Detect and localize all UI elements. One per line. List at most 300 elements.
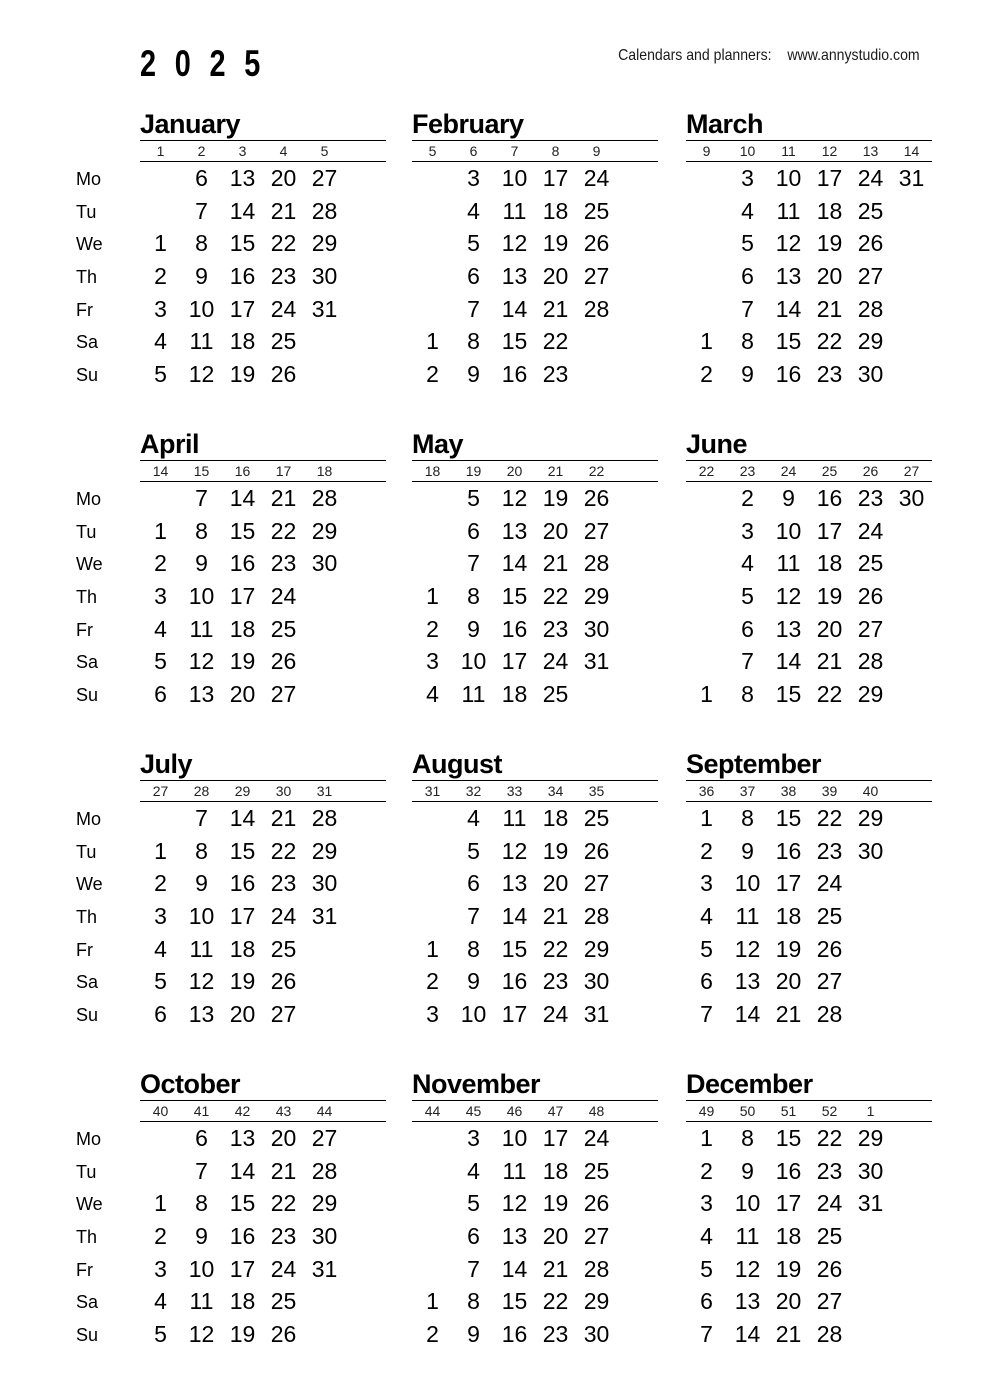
day-cell: 6 xyxy=(700,1288,713,1315)
day-cell: 19 xyxy=(229,1321,256,1348)
credit-label: Calendars and planners: xyxy=(618,47,772,64)
day-cell: 19 xyxy=(775,935,802,962)
day-cell: 3 xyxy=(741,165,754,191)
day-cell: 5 xyxy=(467,1190,480,1217)
day-cell: 19 xyxy=(542,1190,569,1217)
day-cell: 15 xyxy=(775,681,802,708)
day-cell-empty xyxy=(345,900,386,933)
day-cell: 11 xyxy=(776,197,801,224)
day-cell-empty xyxy=(412,1253,453,1286)
day-cell: 10 xyxy=(501,165,528,191)
day-cell: 25 xyxy=(816,1223,843,1250)
week-number: 10 xyxy=(739,143,756,159)
day-cell-empty xyxy=(850,1253,891,1286)
day-cell: 28 xyxy=(583,1255,610,1282)
day-cell: 19 xyxy=(229,648,256,675)
day-cell-empty xyxy=(345,1318,386,1351)
day-cell: 16 xyxy=(501,615,528,642)
day-cell: 10 xyxy=(188,1255,215,1282)
day-cell: 9 xyxy=(467,1321,480,1348)
day-cell: 24 xyxy=(583,1125,610,1151)
day-cell: 7 xyxy=(741,295,754,322)
day-cell-empty xyxy=(686,162,727,195)
day-cell: 7 xyxy=(195,805,208,831)
dow-label-su: Su xyxy=(76,685,99,706)
day-cell-empty xyxy=(617,515,658,548)
day-cell: 20 xyxy=(229,1001,256,1028)
day-cell: 10 xyxy=(501,1125,528,1151)
day-cell: 8 xyxy=(467,328,480,355)
day-cell-empty xyxy=(345,162,386,195)
dow-label-su: Su xyxy=(76,1325,99,1346)
day-cell-empty xyxy=(412,227,453,260)
dow-label-sa: Sa xyxy=(76,332,99,353)
day-cell: 31 xyxy=(898,165,925,191)
day-cell: 7 xyxy=(700,1001,713,1028)
day-cell-empty xyxy=(345,482,386,515)
day-cell: 25 xyxy=(857,550,884,577)
dow-label-we: We xyxy=(76,234,103,255)
day-cell: 12 xyxy=(734,935,761,962)
day-grid xyxy=(686,482,932,711)
day-cell-empty xyxy=(304,1285,345,1318)
day-cell: 3 xyxy=(154,903,167,930)
day-cell-empty xyxy=(412,260,453,293)
day-cell: 24 xyxy=(542,648,569,675)
week-number: 44 xyxy=(424,1103,441,1119)
day-cell-empty xyxy=(686,613,727,646)
month-title: January xyxy=(140,109,241,139)
day-cell: 25 xyxy=(542,681,569,708)
day-cell: 9 xyxy=(467,361,480,388)
day-cell: 16 xyxy=(229,263,256,290)
day-cell-empty xyxy=(576,678,617,711)
day-cell-empty xyxy=(345,1187,386,1220)
day-cell-empty xyxy=(891,1220,932,1253)
week-number: 1 xyxy=(156,143,165,159)
day-cell: 7 xyxy=(467,295,480,322)
day-cell: 5 xyxy=(741,583,754,610)
day-cell: 12 xyxy=(501,1190,528,1217)
day-cell-empty xyxy=(891,358,932,391)
week-number: 34 xyxy=(547,783,564,799)
day-cell: 22 xyxy=(816,328,843,355)
day-cell: 15 xyxy=(229,517,256,544)
month-block-december xyxy=(686,1069,932,1351)
day-cell: 2 xyxy=(700,1157,713,1184)
day-cell: 9 xyxy=(741,361,754,388)
day-cell: 15 xyxy=(501,935,528,962)
day-grid xyxy=(412,802,658,1031)
day-cell: 30 xyxy=(583,968,610,995)
day-cell-empty xyxy=(412,482,453,515)
day-cell-empty xyxy=(686,293,727,326)
day-cell: 23 xyxy=(270,1223,297,1250)
day-cell: 30 xyxy=(311,870,338,897)
day-cell-empty xyxy=(412,1122,453,1155)
week-number: 8 xyxy=(551,143,560,159)
day-cell: 17 xyxy=(229,903,256,930)
dow-label-th: Th xyxy=(76,1227,98,1248)
day-cell: 27 xyxy=(270,1001,297,1028)
day-cell-empty xyxy=(345,1155,386,1188)
week-number: 52 xyxy=(821,1103,838,1119)
day-cell: 10 xyxy=(734,1190,761,1217)
day-cell-empty xyxy=(617,1318,658,1351)
day-cell: 23 xyxy=(270,870,297,897)
day-cell: 18 xyxy=(229,615,256,642)
day-cell: 15 xyxy=(775,805,802,831)
week-number: 18 xyxy=(424,463,441,479)
day-cell: 24 xyxy=(270,903,297,930)
day-cell-empty xyxy=(617,613,658,646)
day-cell: 21 xyxy=(270,197,297,224)
day-cell: 16 xyxy=(775,361,802,388)
day-cell-empty xyxy=(891,227,932,260)
day-cell-empty xyxy=(686,260,727,293)
day-cell: 7 xyxy=(741,648,754,675)
day-cell-empty xyxy=(891,580,932,613)
day-cell: 20 xyxy=(270,165,297,191)
week-number-row xyxy=(412,1100,658,1122)
day-cell: 17 xyxy=(542,1125,569,1151)
dow-label-th: Th xyxy=(76,267,98,288)
day-cell: 27 xyxy=(311,165,338,191)
week-number-empty xyxy=(617,461,658,481)
day-cell: 14 xyxy=(229,485,256,511)
day-cell: 26 xyxy=(857,583,884,610)
day-cell-empty xyxy=(850,965,891,998)
day-cell: 23 xyxy=(542,968,569,995)
day-cell-empty xyxy=(617,260,658,293)
day-cell-empty xyxy=(891,1122,932,1155)
day-cell: 6 xyxy=(700,968,713,995)
day-cell-empty xyxy=(304,965,345,998)
day-cell: 21 xyxy=(270,485,297,511)
day-cell: 17 xyxy=(775,870,802,897)
day-cell: 18 xyxy=(229,328,256,355)
day-cell: 22 xyxy=(816,681,843,708)
day-cell-empty xyxy=(345,867,386,900)
week-number: 49 xyxy=(698,1103,715,1119)
day-cell-empty xyxy=(891,325,932,358)
day-cell: 28 xyxy=(816,1001,843,1028)
week-number-empty xyxy=(345,461,386,481)
day-cell-empty xyxy=(891,965,932,998)
week-number: 38 xyxy=(780,783,797,799)
day-cell: 26 xyxy=(583,485,610,511)
day-cell: 23 xyxy=(816,1157,843,1184)
credit-line xyxy=(618,47,920,64)
day-cell: 9 xyxy=(195,550,208,577)
day-cell: 28 xyxy=(583,295,610,322)
day-cell: 10 xyxy=(734,870,761,897)
day-cell: 21 xyxy=(542,903,569,930)
day-cell: 14 xyxy=(501,1255,528,1282)
day-cell: 7 xyxy=(700,1321,713,1348)
day-cell: 23 xyxy=(542,361,569,388)
day-cell: 27 xyxy=(583,263,610,290)
week-number: 14 xyxy=(152,463,169,479)
dow-label-th: Th xyxy=(76,587,98,608)
week-number: 50 xyxy=(739,1103,756,1119)
day-cell: 23 xyxy=(857,485,884,511)
credit-url: www.annystudio.com xyxy=(787,47,920,64)
day-cell: 4 xyxy=(700,1223,713,1250)
day-cell: 26 xyxy=(270,968,297,995)
month-block-july xyxy=(140,749,386,1031)
day-cell: 25 xyxy=(857,197,884,224)
day-cell: 17 xyxy=(775,1190,802,1217)
day-cell: 4 xyxy=(426,681,439,708)
month-title: October xyxy=(140,1069,241,1099)
week-number: 5 xyxy=(320,143,329,159)
dow-label-sa: Sa xyxy=(76,1292,99,1313)
week-number-row xyxy=(140,140,386,162)
day-cell: 1 xyxy=(154,1190,167,1217)
day-cell: 19 xyxy=(816,583,843,610)
day-cell-empty xyxy=(345,998,386,1031)
day-cell: 19 xyxy=(229,968,256,995)
day-cell: 2 xyxy=(426,615,439,642)
day-cell-empty xyxy=(617,802,658,835)
day-cell: 23 xyxy=(270,263,297,290)
day-cell: 2 xyxy=(741,485,754,511)
day-cell-empty xyxy=(412,867,453,900)
day-cell: 12 xyxy=(188,648,215,675)
day-cell: 14 xyxy=(229,197,256,224)
day-cell: 2 xyxy=(426,968,439,995)
day-cell: 26 xyxy=(270,1321,297,1348)
day-cell: 18 xyxy=(501,681,528,708)
day-cell: 22 xyxy=(542,935,569,962)
day-cell: 5 xyxy=(154,1321,167,1348)
day-cell: 21 xyxy=(542,1255,569,1282)
day-cell-empty xyxy=(891,933,932,966)
day-cell: 11 xyxy=(776,550,801,577)
day-cell-empty xyxy=(891,802,932,835)
day-cell: 5 xyxy=(700,935,713,962)
day-cell: 9 xyxy=(467,968,480,995)
day-cell-empty xyxy=(304,358,345,391)
day-cell: 11 xyxy=(502,1157,527,1184)
day-cell-empty xyxy=(617,547,658,580)
day-cell: 29 xyxy=(857,328,884,355)
day-cell: 13 xyxy=(775,615,802,642)
day-cell: 29 xyxy=(857,1125,884,1151)
day-cell: 30 xyxy=(857,837,884,864)
day-grid xyxy=(686,802,932,1031)
day-cell-empty xyxy=(686,482,727,515)
day-cell: 19 xyxy=(542,837,569,864)
day-cell: 15 xyxy=(501,328,528,355)
week-number-row xyxy=(140,1100,386,1122)
month-title: July xyxy=(140,749,193,779)
month-title: March xyxy=(686,109,764,139)
day-cell-empty xyxy=(891,998,932,1031)
month-title: June xyxy=(686,429,748,459)
day-cell: 15 xyxy=(501,583,528,610)
day-cell: 6 xyxy=(154,1001,167,1028)
day-cell: 11 xyxy=(502,197,527,224)
week-number: 39 xyxy=(821,783,838,799)
week-number: 14 xyxy=(903,143,920,159)
day-cell-empty xyxy=(850,998,891,1031)
dow-label-fr: Fr xyxy=(76,619,93,640)
day-cell: 28 xyxy=(311,485,338,511)
day-cell-empty xyxy=(345,933,386,966)
day-cell: 13 xyxy=(775,263,802,290)
day-cell-empty xyxy=(686,580,727,613)
day-cell: 1 xyxy=(700,1125,713,1151)
week-number: 27 xyxy=(152,783,169,799)
day-cell: 17 xyxy=(542,165,569,191)
day-cell: 31 xyxy=(583,648,610,675)
week-number-empty xyxy=(345,141,386,161)
day-cell: 19 xyxy=(229,361,256,388)
day-cell-empty xyxy=(891,260,932,293)
day-cell-empty xyxy=(617,867,658,900)
month-block-may xyxy=(412,429,658,711)
day-cell-empty xyxy=(891,1318,932,1351)
day-cell: 10 xyxy=(188,583,215,610)
day-cell: 30 xyxy=(898,485,925,511)
week-number: 22 xyxy=(698,463,715,479)
day-cell: 8 xyxy=(195,837,208,864)
day-cell: 5 xyxy=(154,361,167,388)
day-cell-empty xyxy=(412,900,453,933)
week-number: 37 xyxy=(739,783,756,799)
week-number: 2 xyxy=(197,143,206,159)
day-cell: 22 xyxy=(270,230,297,257)
day-cell-empty xyxy=(891,293,932,326)
day-cell: 14 xyxy=(734,1321,761,1348)
day-cell: 3 xyxy=(741,517,754,544)
dow-label-mo: Mo xyxy=(76,169,102,189)
day-cell: 7 xyxy=(467,550,480,577)
day-cell: 8 xyxy=(195,517,208,544)
week-number: 12 xyxy=(821,143,838,159)
day-cell: 24 xyxy=(816,1190,843,1217)
month-title: September xyxy=(686,749,822,779)
day-cell-empty xyxy=(345,802,386,835)
day-grid xyxy=(140,482,386,711)
day-cell: 24 xyxy=(816,870,843,897)
day-cell: 26 xyxy=(816,1255,843,1282)
day-cell-empty xyxy=(617,358,658,391)
day-cell: 20 xyxy=(229,681,256,708)
day-cell: 23 xyxy=(816,837,843,864)
day-cell-empty xyxy=(345,547,386,580)
day-cell: 31 xyxy=(857,1190,884,1217)
day-cell: 4 xyxy=(467,197,480,224)
day-cell: 13 xyxy=(501,263,528,290)
day-cell-empty xyxy=(345,580,386,613)
day-cell: 19 xyxy=(816,230,843,257)
day-cell-empty xyxy=(617,965,658,998)
day-cell-empty xyxy=(686,547,727,580)
day-cell: 12 xyxy=(501,485,528,511)
month-title: November xyxy=(412,1069,541,1099)
week-number: 44 xyxy=(316,1103,333,1119)
day-cell: 13 xyxy=(188,1001,215,1028)
day-cell: 8 xyxy=(741,805,754,831)
month-block-august xyxy=(412,749,658,1031)
week-number: 47 xyxy=(547,1103,564,1119)
day-cell-empty xyxy=(412,1220,453,1253)
dow-label-fr: Fr xyxy=(76,939,93,960)
week-number: 18 xyxy=(316,463,333,479)
day-cell: 26 xyxy=(270,648,297,675)
day-cell: 13 xyxy=(229,165,256,191)
day-cell: 27 xyxy=(311,1125,338,1151)
day-cell-empty xyxy=(345,1285,386,1318)
month-block-january xyxy=(140,109,386,391)
day-cell: 14 xyxy=(229,805,256,831)
day-cell-empty xyxy=(891,900,932,933)
day-cell-empty xyxy=(345,1122,386,1155)
day-cell: 9 xyxy=(195,263,208,290)
day-cell-empty xyxy=(140,1122,181,1155)
day-cell: 15 xyxy=(775,1125,802,1151)
day-cell: 17 xyxy=(501,1001,528,1028)
day-cell: 16 xyxy=(229,1223,256,1250)
day-cell-empty xyxy=(345,358,386,391)
day-cell: 4 xyxy=(154,328,167,355)
day-cell: 29 xyxy=(583,935,610,962)
day-cell: 5 xyxy=(700,1255,713,1282)
day-cell: 14 xyxy=(775,295,802,322)
day-cell: 28 xyxy=(857,295,884,322)
day-grid xyxy=(686,162,932,391)
day-cell: 14 xyxy=(501,903,528,930)
day-cell: 18 xyxy=(229,935,256,962)
day-cell: 19 xyxy=(542,485,569,511)
day-cell: 15 xyxy=(229,837,256,864)
month-block-june xyxy=(686,429,932,711)
day-cell: 18 xyxy=(542,197,569,224)
week-number-empty xyxy=(891,781,932,801)
day-cell-empty xyxy=(304,678,345,711)
day-cell: 20 xyxy=(816,615,843,642)
week-number-empty xyxy=(617,141,658,161)
day-cell: 21 xyxy=(270,1157,297,1184)
day-cell-empty xyxy=(686,227,727,260)
week-number: 6 xyxy=(469,143,478,159)
day-cell: 12 xyxy=(775,583,802,610)
day-cell: 3 xyxy=(467,1125,480,1151)
day-cell: 29 xyxy=(583,583,610,610)
dow-label-th: Th xyxy=(76,907,98,928)
day-cell: 21 xyxy=(816,648,843,675)
day-cell: 1 xyxy=(700,805,713,831)
day-cell: 1 xyxy=(154,230,167,257)
day-cell-empty xyxy=(304,645,345,678)
day-cell: 21 xyxy=(816,295,843,322)
day-cell-empty xyxy=(617,645,658,678)
dow-label-tu: Tu xyxy=(76,201,97,222)
day-cell-empty xyxy=(891,1187,932,1220)
day-cell: 28 xyxy=(311,805,338,831)
dow-label-sa: Sa xyxy=(76,652,99,673)
day-cell: 25 xyxy=(583,197,610,224)
day-cell: 21 xyxy=(542,550,569,577)
day-cell: 7 xyxy=(467,1255,480,1282)
day-cell: 12 xyxy=(501,837,528,864)
week-number: 20 xyxy=(506,463,523,479)
day-cell: 20 xyxy=(775,968,802,995)
week-number: 35 xyxy=(588,783,605,799)
